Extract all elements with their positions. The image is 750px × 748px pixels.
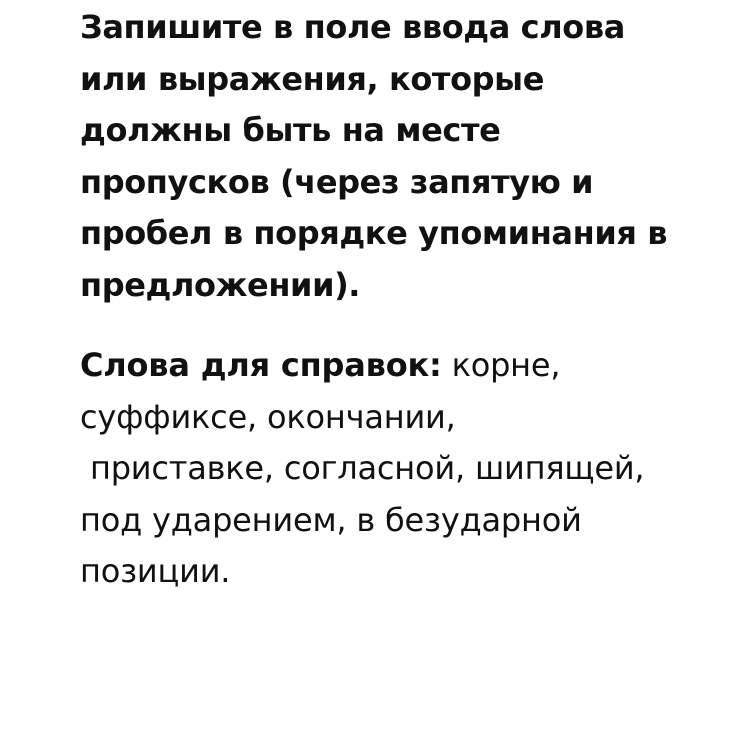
task-line-2: или выражения, которые: [80, 59, 545, 98]
instruction-card: [80, 0, 680, 598]
reference-line-2: суффиксе, окончании,: [80, 397, 456, 436]
reference-line-5: позиции.: [80, 552, 231, 590]
task-line-3: должны быть на месте: [80, 111, 501, 149]
reference-words: [80, 340, 680, 598]
reference-line-4: под ударением, в безударной: [80, 500, 582, 539]
reference-label: Слова для справок:: [80, 346, 442, 384]
reference-line-1: [80, 340, 680, 392]
task-line-1: Запишите в поле ввода слова: [80, 8, 625, 46]
reference-words-start: корне,: [441, 346, 561, 384]
reference-line-3: приставке, согласной, шипящей,: [80, 449, 645, 487]
task-line-6: предложении).: [80, 265, 361, 304]
task-instruction: [80, 0, 680, 311]
task-line-5: пробел в порядке упоминания в: [80, 214, 668, 252]
task-line-4: пропусков (через запятую и: [80, 162, 594, 201]
